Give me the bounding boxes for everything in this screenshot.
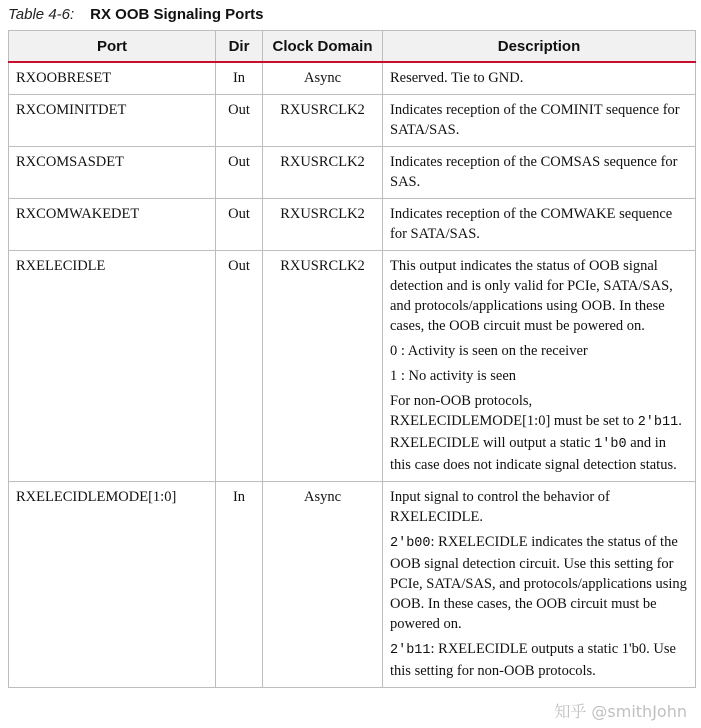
- clock-cell: RXUSRCLK2: [263, 147, 383, 199]
- port-cell: RXCOMINITDET: [9, 95, 216, 147]
- table-row: [9, 62, 696, 95]
- table-row: [9, 482, 696, 688]
- clock-cell: Async: [263, 62, 383, 95]
- port-cell: RXOOBRESET: [9, 62, 216, 95]
- clock-cell: RXUSRCLK2: [263, 95, 383, 147]
- dir-cell: In: [216, 62, 263, 95]
- table-row: [9, 95, 696, 147]
- port-cell: RXCOMWAKEDET: [9, 199, 216, 251]
- dir-cell: Out: [216, 95, 263, 147]
- description-cell: Input signal to control the behavior of RXELECIDLE. 2'b00: RXELECIDLE indicates the status of the OOB signal detection circuit. Use this setting for PCIe, SATA/SAS, and protocols/applications using OOB. In these cases, the OOB circuit must be powered on. 2'b11: RXELECIDLE outputs a static 1'b0. Use this setting for non-OOB protocols.: [383, 482, 696, 688]
- description-cell: Reserved. Tie to GND.: [383, 62, 696, 95]
- clock-cell: Async: [263, 482, 383, 688]
- description-cell: Indicates reception of the COMSAS sequence for SAS.: [383, 147, 696, 199]
- description-cell: Indicates reception of the COMINIT sequence for SATA/SAS.: [383, 95, 696, 147]
- port-cell: RXELECIDLEMODE[1:0]: [9, 482, 216, 688]
- table-row: [9, 199, 696, 251]
- header-dir: Dir: [216, 31, 263, 63]
- table-number: Table 4-6:: [8, 6, 75, 23]
- header-clock-domain: Clock Domain: [263, 31, 383, 63]
- clock-cell: RXUSRCLK2: [263, 199, 383, 251]
- rx-oob-ports-table: [8, 30, 696, 688]
- header-description: Description: [383, 31, 696, 63]
- dir-cell: In: [216, 482, 263, 688]
- description-cell: This output indicates the status of OOB signal detection and is only valid for PCIe, SATA/SAS, and protocols/applications using OOB. In these cases, the OOB circuit must be powered on. 0 : Activity is seen on the receiver 1 : No activity is seen For non-OOB protocols, RXELECIDLEMODE[1:0] must be set to 2'b11. RXELECIDLE will output a static 1'b0 and in this case does not indicate signal detection status.: [383, 251, 696, 482]
- description-cell: Indicates reception of the COMWAKE sequence for SATA/SAS.: [383, 199, 696, 251]
- watermark: 知乎 @smithJohn: [554, 702, 687, 721]
- header-port: Port: [9, 31, 216, 63]
- dir-cell: Out: [216, 199, 263, 251]
- table-row: [9, 251, 696, 482]
- table-title: RX OOB Signaling Ports: [90, 6, 264, 23]
- port-cell: RXELECIDLE: [9, 251, 216, 482]
- port-cell: RXCOMSASDET: [9, 147, 216, 199]
- table-header-row: [9, 31, 696, 63]
- clock-cell: RXUSRCLK2: [263, 251, 383, 482]
- dir-cell: Out: [216, 147, 263, 199]
- table-row: [9, 147, 696, 199]
- table-caption: [8, 3, 264, 27]
- dir-cell: Out: [216, 251, 263, 482]
